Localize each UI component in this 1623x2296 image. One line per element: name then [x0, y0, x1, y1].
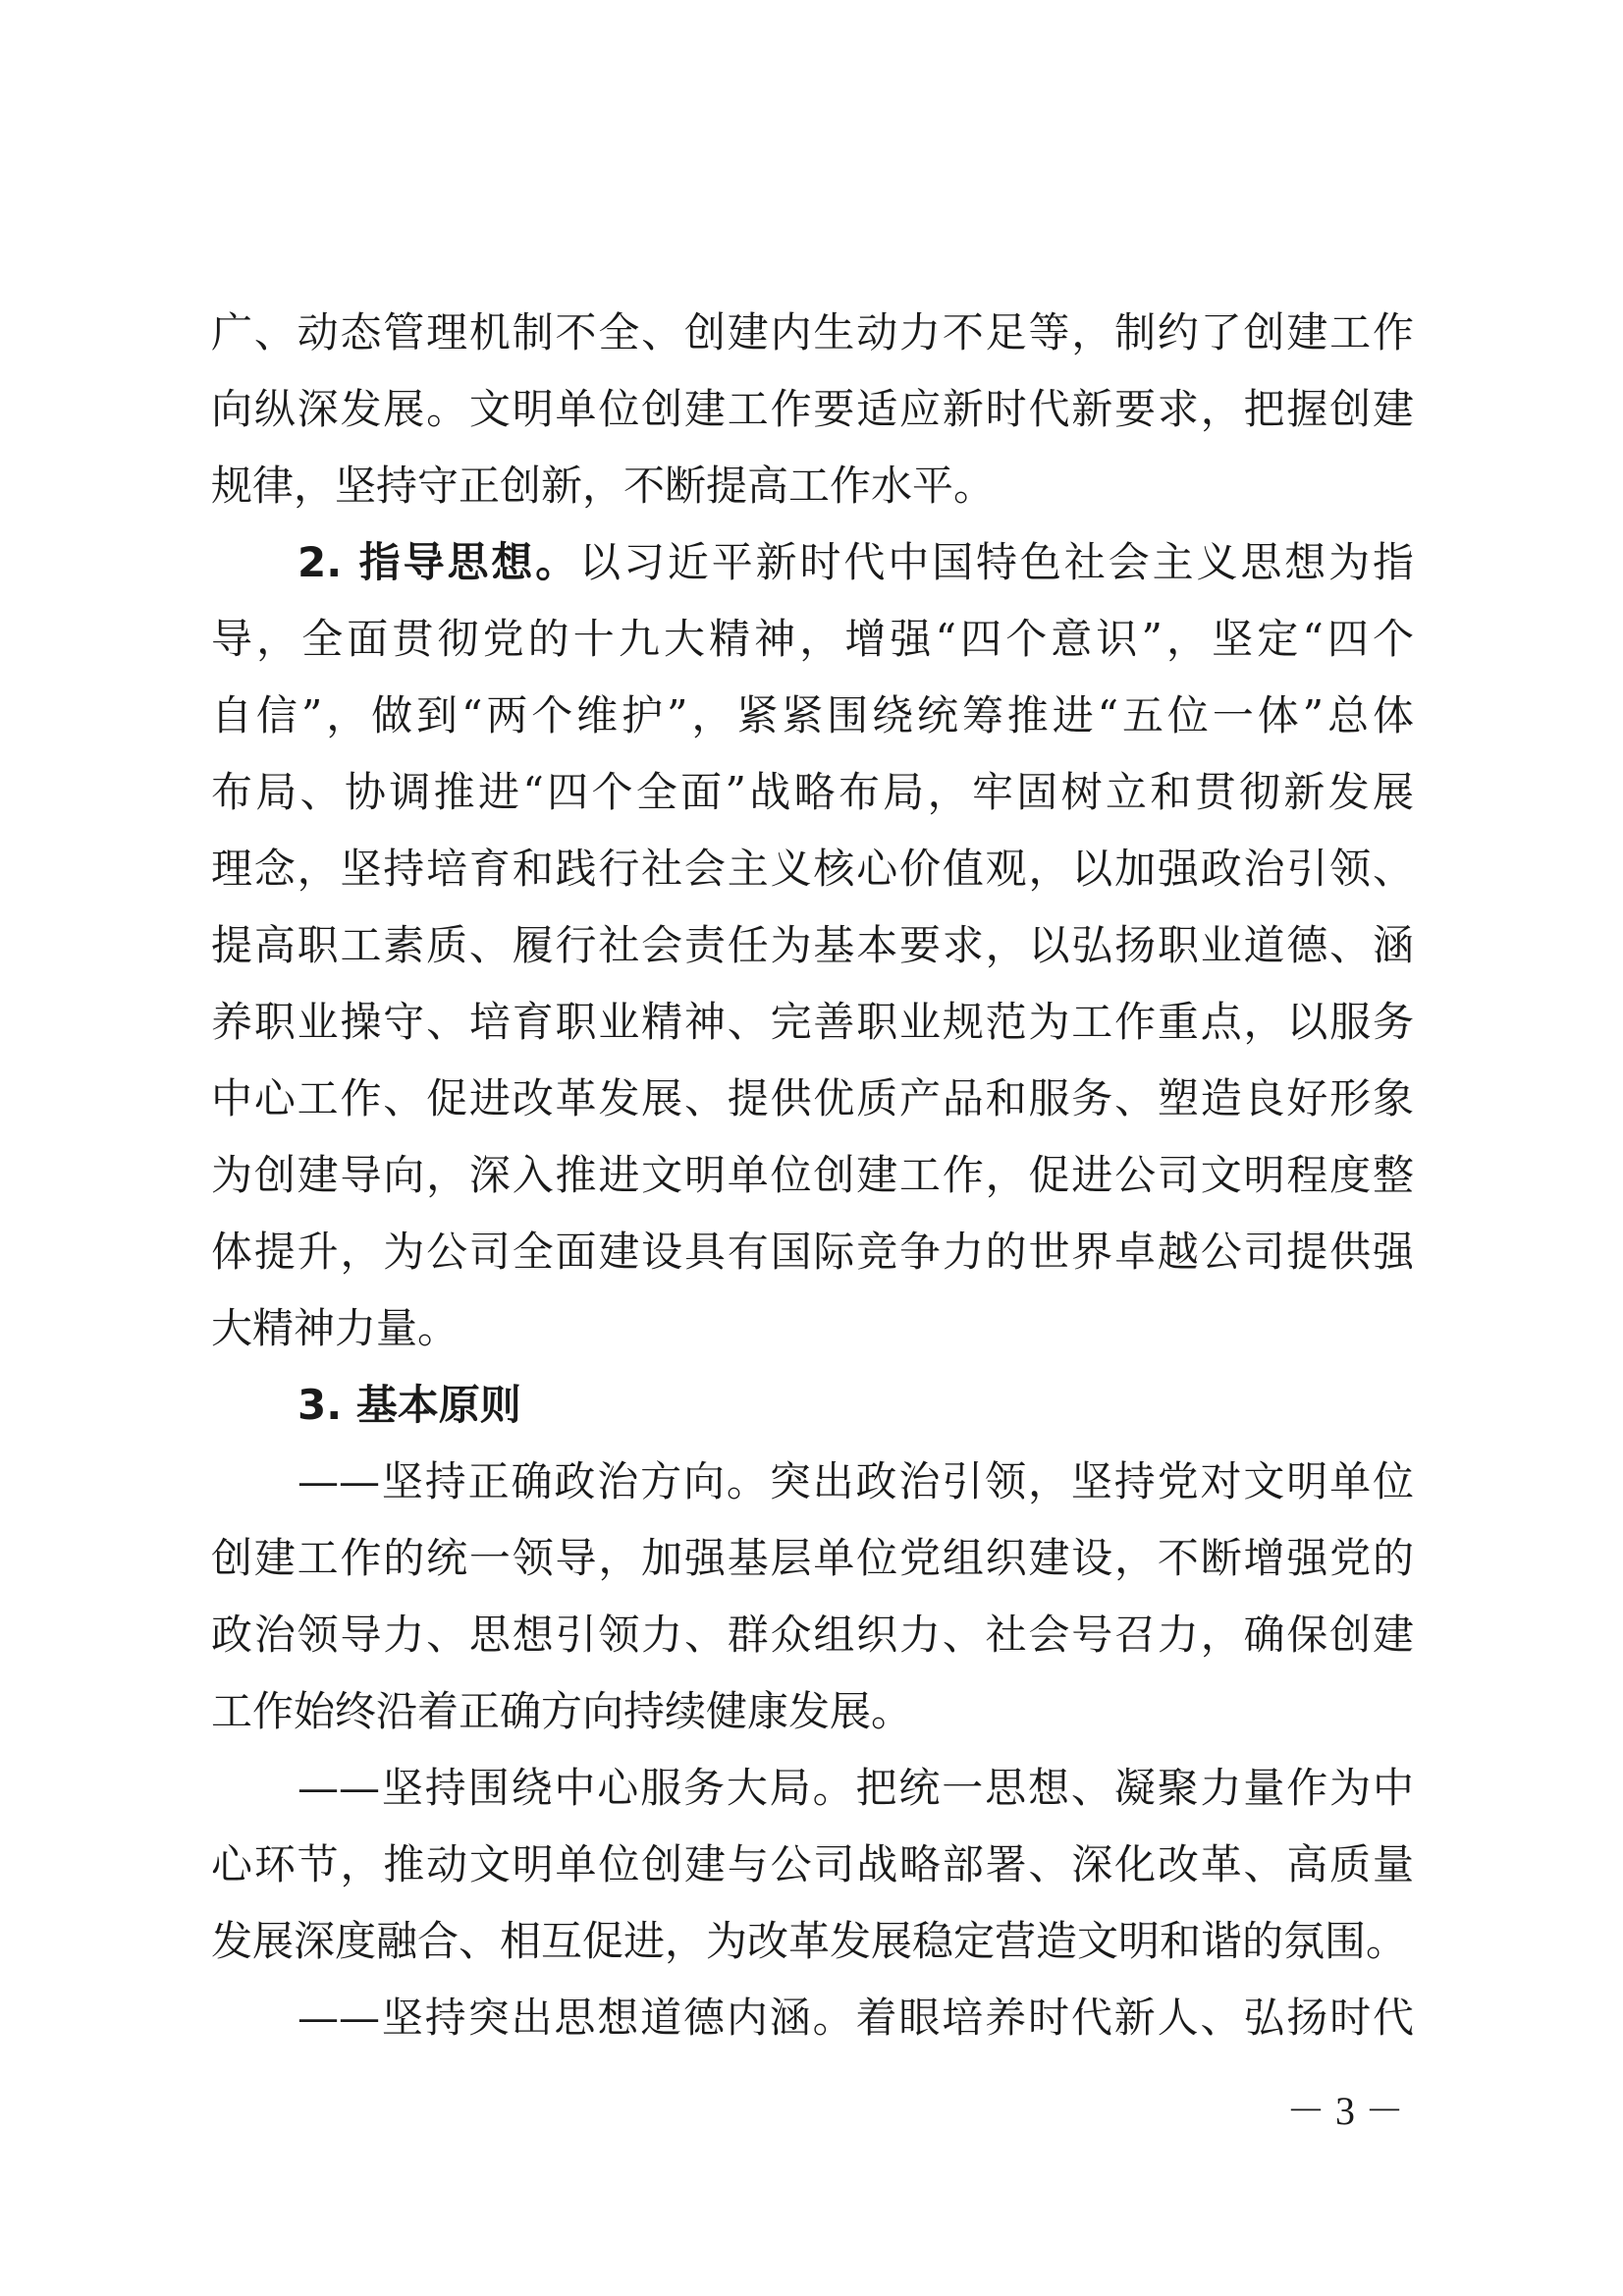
- paragraph: [211, 295, 1414, 524]
- paragraph: [211, 524, 1414, 1367]
- text-line: [211, 1367, 1414, 1444]
- body-text: [211, 295, 1414, 2056]
- text-line: 导，全面贯彻党的十九大精神，增强“四个意识”，坚定“四个: [211, 615, 1414, 663]
- page-number: － 3 －: [1286, 2089, 1404, 2133]
- text-line: 为创建导向，深入推进文明单位创建工作，促进公司文明程度整: [211, 1151, 1414, 1199]
- text-line: 养职业操守、培育职业精神、完善职业规范为工作重点，以服务: [211, 998, 1414, 1046]
- section-heading: 3. 基本原则: [298, 1381, 521, 1429]
- text-line: 大精神力量。: [211, 1304, 460, 1352]
- text-line: 布局、协调推进“四个全面”战略布局，牢固树立和贯彻新发展: [211, 768, 1414, 816]
- text-line: 向纵深发展。文明单位创建工作要适应新时代新要求，把握创建: [211, 385, 1414, 433]
- text-line: 自信”，做到“两个维护”，紧紧围绕统筹推进“五位一体”总体: [211, 691, 1414, 739]
- text-line: 政治领导力、思想引领力、群众组织力、社会号召力，确保创建: [211, 1611, 1414, 1659]
- text-line: 规律，坚持守正创新，不断提高工作水平。: [211, 462, 996, 510]
- paragraph: [211, 1750, 1414, 1980]
- text-line: 发展深度融合、相互促进，为改革发展稳定营造文明和谐的氛围。: [211, 1917, 1408, 1965]
- text-line: 心环节，推动文明单位创建与公司战略部署、深化改革、高质量: [211, 1840, 1414, 1888]
- paragraph: [211, 1980, 1414, 2056]
- text-line: 工作始终沿着正确方向持续健康发展。: [211, 1687, 913, 1735]
- text-line: [211, 524, 1414, 601]
- text-line: 体提升，为公司全面建设具有国际竞争力的世界卓越公司提供强: [211, 1228, 1414, 1276]
- paragraph: [211, 1367, 1414, 1444]
- paragraph: [211, 1444, 1414, 1750]
- section-heading: 2. 指导思想。: [298, 538, 580, 586]
- text-line: 理念，坚持培育和践行社会主义核心价值观，以加强政治引领、: [211, 845, 1414, 893]
- text-line: ——坚持围绕中心服务大局。把统一思想、凝聚力量作为中: [298, 1764, 1414, 1812]
- text-line: 中心工作、促进改革发展、提供优质产品和服务、塑造良好形象: [211, 1074, 1414, 1122]
- text-line: 创建工作的统一领导，加强基层单位党组织建设，不断增强党的: [211, 1534, 1414, 1582]
- text-line: ——坚持正确政治方向。突出政治引领，坚持党对文明单位: [298, 1457, 1414, 1505]
- text-line: ——坚持突出思想道德内涵。着眼培养时代新人、弘扬时代: [298, 1994, 1414, 2042]
- text-span: 以习近平新时代中国特色社会主义思想为指: [579, 538, 1414, 586]
- text-line: 广、动态管理机制不全、创建内生动力不足等，制约了创建工作: [211, 308, 1414, 356]
- text-line: 提高职工素质、履行社会责任为基本要求，以弘扬职业道德、涵: [211, 921, 1414, 969]
